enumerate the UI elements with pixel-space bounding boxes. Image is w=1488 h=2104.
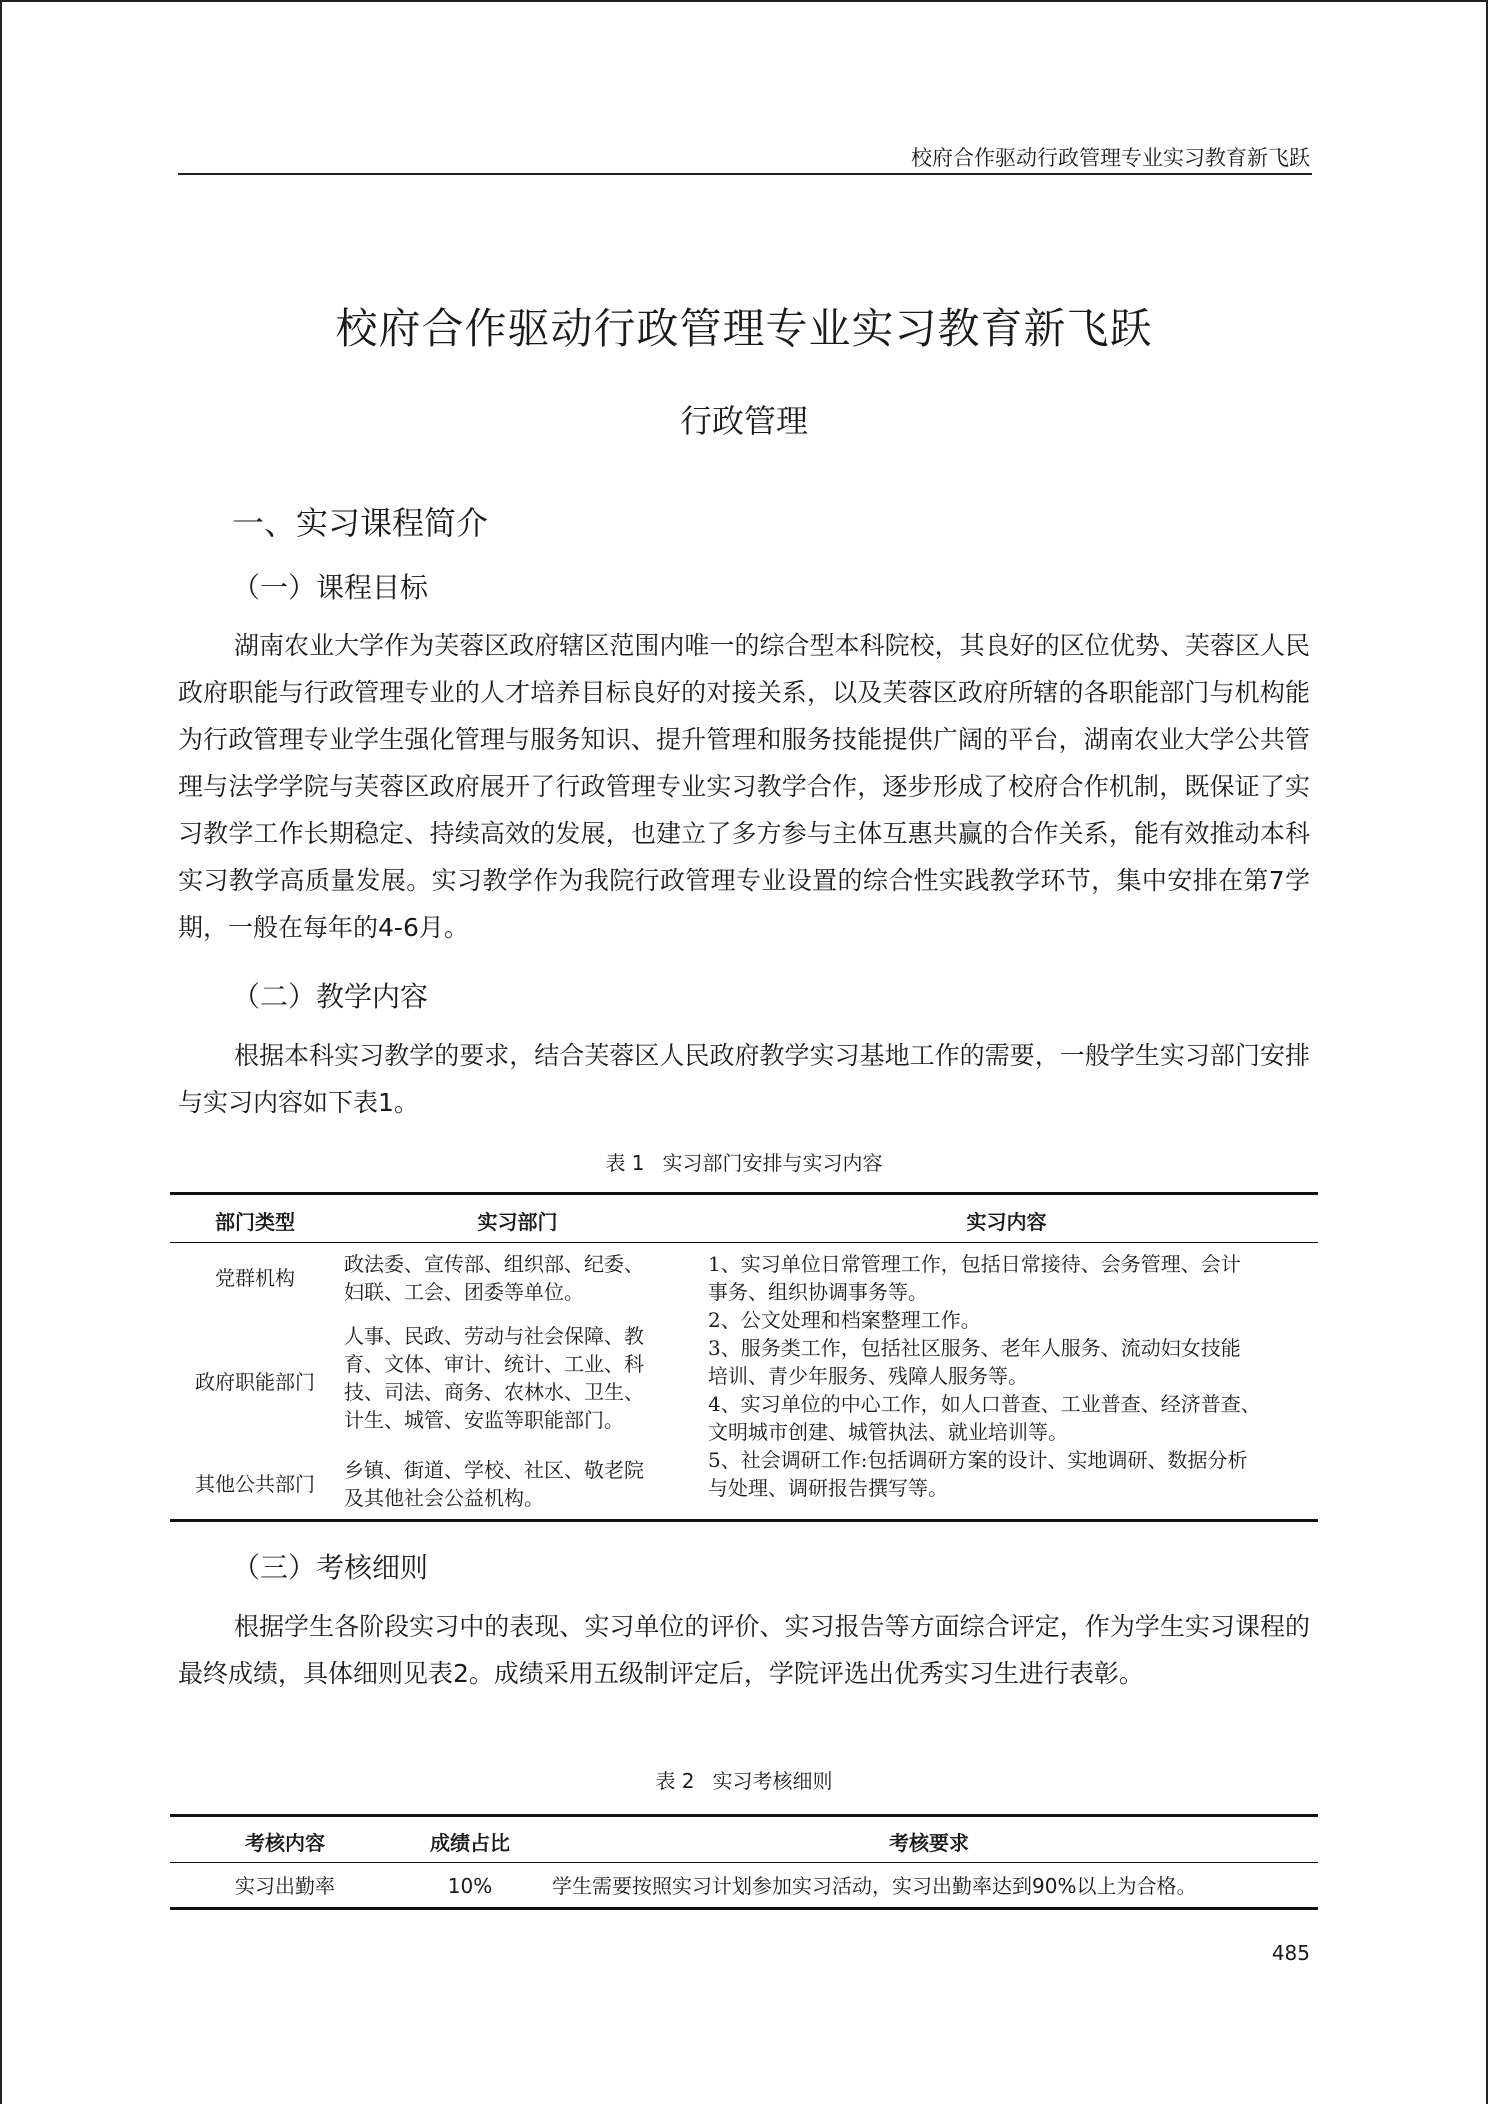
table2-header-requirement: 考核要求 [889,1831,969,1855]
running-header: 校府合作驱动行政管理专业实习教育新飞跃 [911,146,1310,170]
subsection-heading-content: （二）教学内容 [232,980,429,1013]
section-heading: 一、实习课程简介 [232,504,489,542]
paragraph-text: 湖南农业大学作为芙蓉区政府辖区范围内唯一的综合型本科院校，其良好的区位优势、芙蓉区人民政府职能与行政管理专业的人才培养目标良好的对接关系，以及芙蓉区政府所辖的各职能部门与机构能为行政管理专业学生强化管理与服务知识、提升管理和服务技能提供广阔的平台，湖南农业大学公共管理与法学学院与芙蓉区政府展开了行政管理专业实习教学合作，逐步形成了校府合作机制，既保证了实习教学工作长期稳定、持续高效的发展，也建立了多方参与主体互惠共赢的合作关系，能有效推动本科实习教学高质量发展。实习教学作为我院行政管理专业设置的综合性实践教学环节，集中安排在第 [178,631,1310,895]
paragraph-assessment [178,1603,1310,1697]
table1-content-line: 文明城市创建、城管执法、就业培训等。 [708,1420,1068,1444]
requirement-text-end: 以上为合格。 [1076,1874,1197,1898]
page-border-top [0,0,1488,2]
table1-header-dept: 实习部门 [477,1210,558,1234]
table1-dept-line: 乡镇、街道、学校、社区、敬老院 [344,1458,644,1482]
table2-weight-cell: 10% [447,1874,493,1898]
paragraph-text-end: 。 [393,1088,419,1117]
table1-header-type: 部门类型 [215,1210,295,1234]
paragraph-text-mid: 学期，一般在每年的 [178,866,1310,942]
article-subtitle: 行政管理 [679,402,808,440]
semester-number: 7 [1268,866,1285,895]
paragraph-text-end: 月。 [418,913,469,942]
table1-dept-line: 及其他社会公益机构。 [344,1486,544,1510]
table1-dept-line: 技、司法、商务、农林水、卫生、 [344,1380,644,1404]
table-reference: 1 [378,1088,394,1117]
table1-content-line: 1、实习单位日常管理工作，包括日常接待、会务管理、会计 [708,1252,1241,1276]
table1-type-cell: 其他公共部门 [195,1472,315,1496]
table1-type-cell: 党群机构 [215,1266,295,1290]
page-number: 485 [1271,1941,1310,1965]
table2-bottom-rule [170,1907,1318,1910]
paragraph-text-end: 。成绩采用五级制评定后，学院评选出优秀实习生进行表彰。 [468,1659,1144,1688]
article-title: 校府合作驱动行政管理专业实习教育新飞跃 [335,304,1153,353]
table2-caption [178,1765,1310,1794]
table1-dept-cell [344,1322,696,1434]
table1-header-rule [170,1242,1318,1243]
table2-caption-label: 表 2 [655,1769,695,1793]
table1-caption-label: 表 1 [605,1151,645,1175]
table1-caption-text: 实习部门安排与实习内容 [662,1151,883,1175]
table1-content-line: 3、服务类工作，包括社区服务、老年人服务、流动妇女技能 [708,1336,1241,1360]
table-reference: 2 [453,1659,469,1688]
table1-header-content: 实习内容 [966,1210,1047,1234]
paragraph-course-goals [178,622,1310,951]
table1-dept-line: 妇联、工会、团委等单位。 [344,1280,584,1304]
table1-content-line: 与处理、调研报告撰写等。 [708,1476,948,1500]
table1-type-cell: 政府职能部门 [195,1370,315,1394]
month-range: 4-6 [378,913,419,942]
table2-caption-text: 实习考核细则 [712,1769,833,1793]
table1-dept-line: 政法委、宣传部、组织部、纪委、 [344,1252,644,1276]
table1-caption [178,1147,1310,1176]
table1-content-line: 5、社会调研工作:包括调研方案的设计、实地调研、数据分析 [708,1448,1248,1472]
table1-dept-line: 育、文体、审计、统计、工业、科 [344,1352,644,1376]
paragraph-teaching-content [178,1032,1310,1126]
table2-header-item: 考核内容 [245,1831,325,1855]
page-border-left [0,0,2,2104]
table1-dept-cell [344,1250,696,1306]
table1-content-line: 事务、组织协调事务等。 [708,1280,928,1304]
table1-dept-cell [344,1456,696,1512]
table2-header-rule [170,1862,1318,1863]
paragraph-text: 根据本科实习教学的要求，结合芙蓉区人民政府教学实习基地工作的需要，一般学生实习部门安排与实习内容如下表 [178,1041,1310,1117]
paragraph-text: 根据学生各阶段实习中的表现、实习单位的评价、实习报告等方面综合评定，作为学生实习课程的最终成绩，具体细则见表 [178,1612,1310,1688]
table1-dept-line: 人事、民政、劳动与社会保障、教 [344,1324,644,1348]
table2-top-rule [170,1814,1318,1817]
header-rule [178,173,1312,175]
table2-item-cell: 实习出勤率 [235,1874,335,1898]
table1-content-cell [708,1250,1318,1502]
subsection-heading-goals: （一）课程目标 [232,571,429,604]
table1-content-line: 培训、青少年服务、残障人服务等。 [708,1364,1028,1388]
table1-top-rule [170,1192,1318,1195]
table2-requirement-cell [552,1872,1318,1900]
table1-dept-line: 计生、城管、安监等职能部门。 [344,1408,624,1432]
subsection-heading-assessment: （三）考核细则 [232,1551,429,1584]
table1-bottom-rule [170,1519,1318,1522]
requirement-text: 学生需要按照实习计划参加实习活动，实习出勤率达到 [552,1874,1032,1898]
table2-header-weight: 成绩占比 [430,1831,510,1855]
table1-content-line: 2、公文处理和档案整理工作。 [708,1308,981,1332]
requirement-percent: 90% [1032,1874,1077,1898]
table1-content-line: 4、实习单位的中心工作，如人口普查、工业普查、经济普查、 [708,1392,1261,1416]
